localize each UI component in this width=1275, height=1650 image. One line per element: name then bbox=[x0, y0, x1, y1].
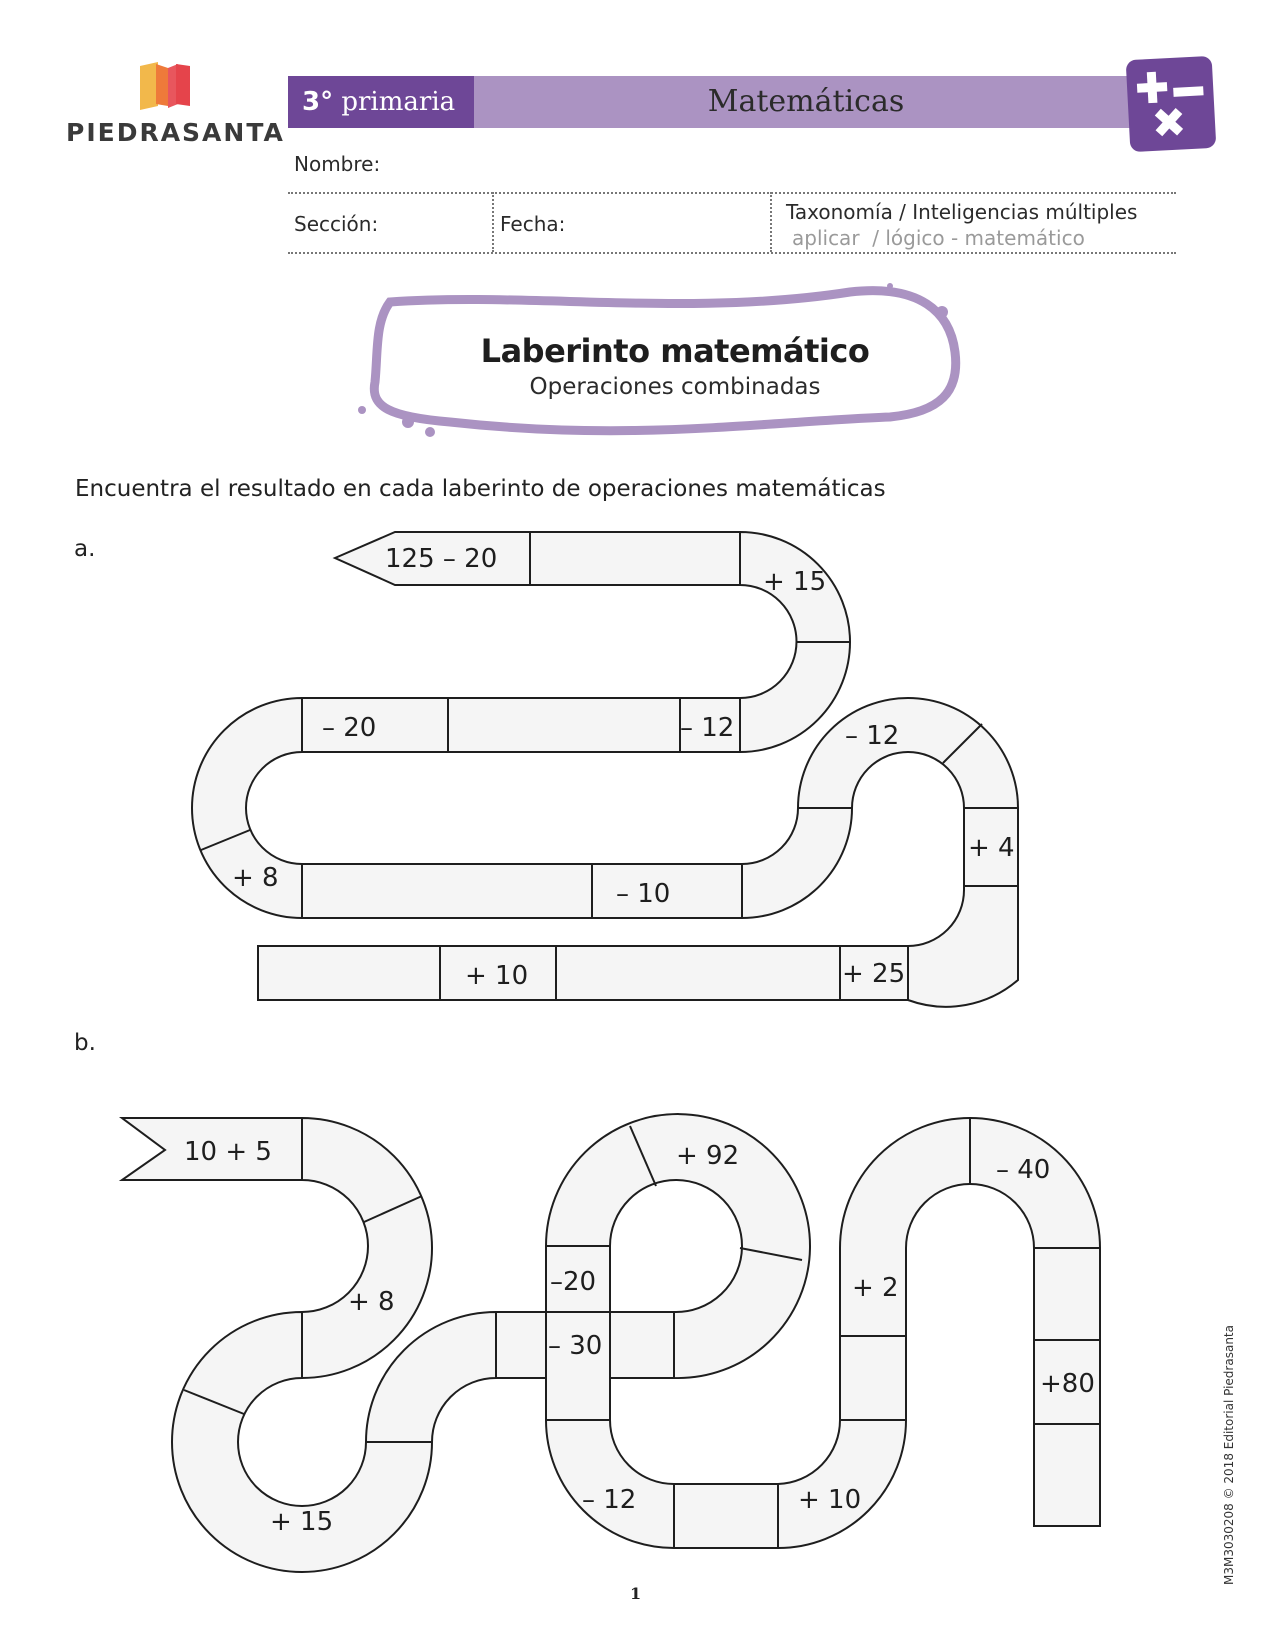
taxonomy-label: Taxonomía / Inteligencias múltiples bbox=[786, 200, 1138, 224]
maze-a-op: + 25 bbox=[842, 959, 906, 989]
activity-title: Laberinto matemático bbox=[480, 332, 870, 370]
maze-b-op: +80 bbox=[1040, 1369, 1095, 1399]
taxonomy-value: aplicar / lógico - matemático bbox=[792, 226, 1085, 250]
maze-a-start: 125 – 20 bbox=[385, 544, 498, 574]
maze-a-op: – 12 bbox=[680, 713, 735, 743]
maze-b-op: + 8 bbox=[348, 1287, 395, 1317]
grade-number: 3° bbox=[302, 87, 334, 117]
maze-b-label: b. bbox=[74, 1030, 96, 1056]
maze-b-op: + 2 bbox=[852, 1273, 899, 1303]
maze-b-op: + 15 bbox=[270, 1507, 334, 1537]
maze-b-op: + 10 bbox=[798, 1485, 862, 1515]
maze-b-start: 10 + 5 bbox=[184, 1137, 272, 1167]
maze-b-op: + 92 bbox=[676, 1141, 740, 1171]
copyright-vertical bbox=[1218, 1285, 1238, 1585]
maze-a-op: – 10 bbox=[616, 879, 671, 909]
date-label: Fecha: bbox=[500, 212, 566, 236]
subject-title: Matemáticas bbox=[707, 84, 905, 119]
instructions: Encuentra el resultado en cada laberinto de operaciones matemáticas bbox=[75, 476, 886, 502]
copyright-text: M3M3030208 © 2018 Editorial Piedrasanta bbox=[1222, 1325, 1236, 1585]
maze-b-op: – 12 bbox=[582, 1485, 637, 1515]
maze-b-op: – 30 bbox=[548, 1331, 603, 1361]
name-label: Nombre: bbox=[294, 152, 381, 176]
maze-a-op: – 20 bbox=[322, 713, 377, 743]
section-label: Sección: bbox=[294, 212, 379, 236]
maze-a-label: a. bbox=[74, 536, 96, 562]
page-number: 1 bbox=[630, 1584, 642, 1603]
maze-b-op: –20 bbox=[550, 1267, 597, 1297]
maze-b-op: – 40 bbox=[996, 1155, 1051, 1185]
maze-a-op: + 10 bbox=[465, 961, 529, 991]
grade-word: primaria bbox=[341, 87, 456, 117]
activity-subtitle: Operaciones combinadas bbox=[529, 374, 821, 400]
maze-a-op: – 12 bbox=[845, 721, 900, 751]
maze-a-op: + 8 bbox=[232, 863, 279, 893]
maze-a-op: + 4 bbox=[968, 833, 1015, 863]
maze-a-op: + 15 bbox=[763, 567, 827, 597]
brand-logo-text: PIEDRASANTA bbox=[66, 118, 285, 147]
